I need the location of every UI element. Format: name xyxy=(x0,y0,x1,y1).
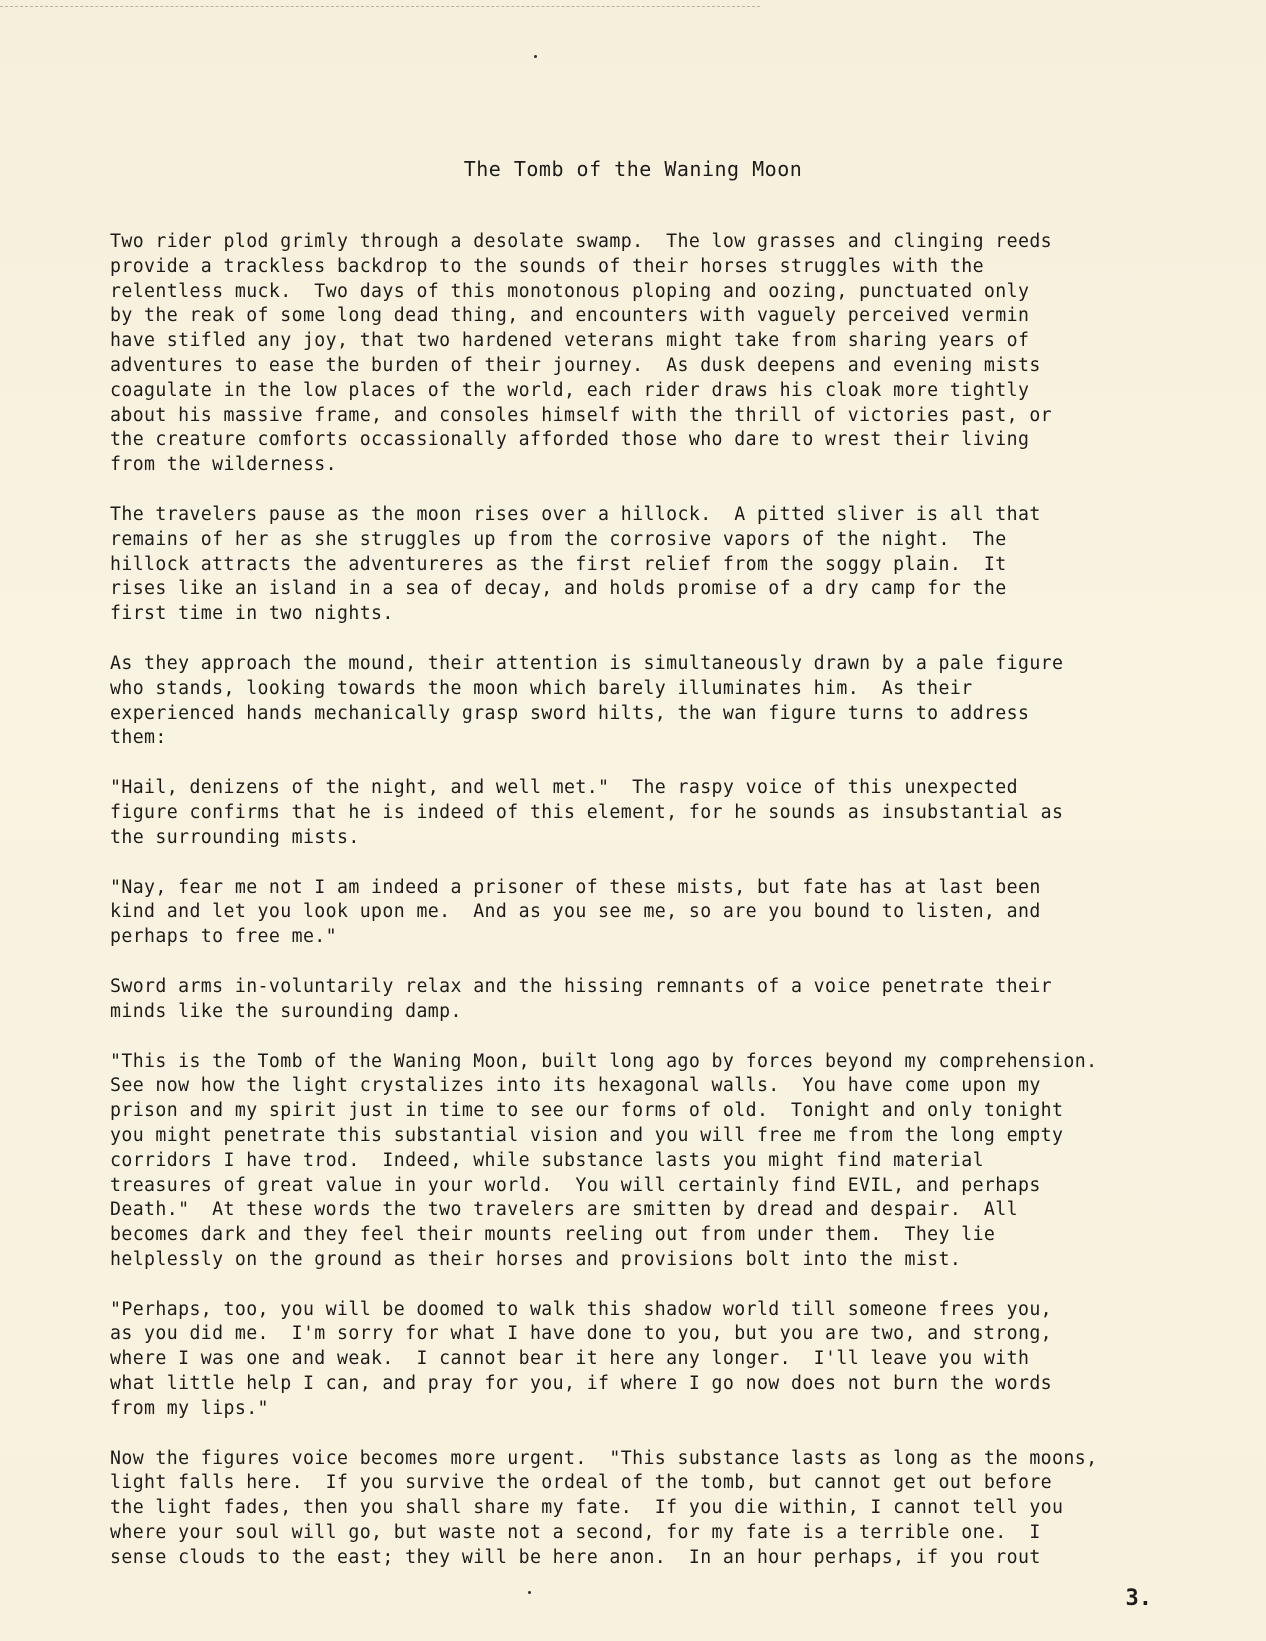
paragraph-6: Sword arms in-voluntarily relax and the hissing remnants of a voice penetrate their minds like the surounding damp. xyxy=(110,975,1053,1022)
paragraph-3: As they approach the mound, their attention is simultaneously drawn by a pale figure who stands, looking towards the moon which barely illuminates him. As their experienced hands mechanically grasp sword hilts, the wan figure turns to address them: xyxy=(110,652,1064,749)
paragraph-1: Two rider plod grimly through a desolate swamp. The low grasses and clinging reeds provide a trackless backdrop to the sounds of their horses struggles with the relentless muck. Two days of this monotonous ploping and oozing, punctuated only by the reak of some long dead thing, and encounters with vaguely perceived vermin have stifled any joy, that two hardened veterans might take from sharing years of adventures to ease the burden of their journey. As dusk deepens and evening mists coagulate in the low places of the world, each rider draws his cloak more tightly about his massive frame, and consoles himself with the thrill of victories past, or the creature comforts occassionally afforded those who dare to wrest their living from the wilderness. xyxy=(110,231,1053,476)
paragraph-5: "Nay, fear me not I am indeed a prisoner of these mists, but fate has at last been kind and let you look upon me. And as you see me, so are you bound to listen, and perhaps to free me." xyxy=(110,876,1041,948)
paragraph-9: Now the figures voice becomes more urgent. "This substance lasts as long as the moons, light falls here. If you survive the ordeal of the tomb, but cannot get out before the light fades, then you shall share my fate. If you die within, I cannot tell you where your soul will go, but waste not a second, for my fate is a terrible one. I sense clouds to the east; they will be here anon. In an hour perhaps, if you rout xyxy=(110,1447,1098,1568)
paragraph-8: "Perhaps, too, you will be doomed to walk this shadow world till someone frees you, as you did me. I'm sorry for what I have done to you, but you are two, and strong, where I was one and weak. I cannot bear it here any longer. I'll leave you with what little help I can, and pray for you, if where I go now does not burn the words from my lips." xyxy=(110,1298,1053,1419)
body-text xyxy=(110,230,1210,1596)
page-number: 3. xyxy=(1125,1586,1152,1611)
ink-speck xyxy=(534,55,537,58)
paragraph-7: "This is the Tomb of the Waning Moon, built long ago by forces beyond my comprehension. See now how the light crystalizes into its hexagonal walls. You have come upon my prison and my spirit just in time to see our forms of old. Tonight and only tonight you might penetrate this substantial vision and you will free me from the long empty corridors I have trod. Indeed, while substance lasts you might find material treasures of great value in your world. You will certainly find EVIL, and perhaps Death." At these words the two travelers are smitten by dread and despair. All becomes dark and they feel their mounts reeling out from under them. They lie helplessly on the ground as their horses and provisions bolt into the mist. xyxy=(110,1050,1098,1270)
page-top-edge xyxy=(0,6,760,7)
document-title: The Tomb of the Waning Moon xyxy=(463,157,803,181)
paragraph-4: "Hail, denizens of the night, and well met." The raspy voice of this unexpected figure confirms that he is indeed of this element, for he sounds as insubstantial as the surrounding mists. xyxy=(110,777,1064,848)
paragraph-2: The travelers pause as the moon rises over a hillock. A pitted sliver is all that remains of her as she struggles up from the corrosive vapors of the night. The hillock attracts the adventureres as the first relief from the soggy plain. It rises like an island in a sea of decay, and holds promise of a dry camp for the first time in two nights. xyxy=(110,503,1041,625)
